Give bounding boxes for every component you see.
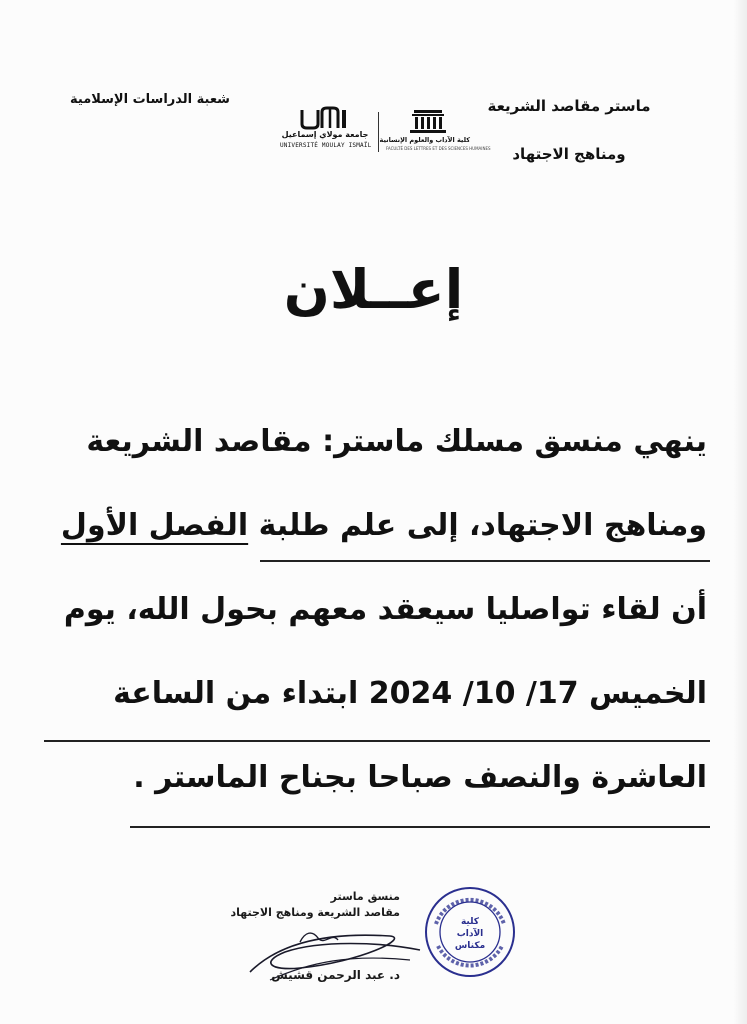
program-name-line-1: ماستر مقاصد الشريعة (487, 97, 651, 115)
underline-rule-3 (130, 826, 710, 828)
program-name-line-2: ومناهج الاجتهاد (512, 145, 626, 163)
university-logo (280, 106, 491, 158)
faculty-name-latin: FACULTÉ DES LETTRES ET DES SCIENCES HUMAINES (386, 146, 491, 151)
signature-block (230, 882, 540, 1002)
umi-logo (280, 106, 370, 158)
body-line-5: العاشرة والنصف صباحا بجناح الماستر . (133, 760, 707, 795)
stamp-line-3: مكناس (454, 941, 486, 951)
signatory-role: منسق ماستر (330, 890, 400, 903)
university-name-arabic: جامعة مولاي إسماعيل (281, 130, 369, 139)
underline-rule-2 (44, 740, 710, 742)
signatory-name: د. عبد الرحمن قشيش (271, 968, 400, 982)
underline-rule-1 (260, 560, 710, 562)
page-edge-shadow (733, 0, 747, 1024)
faculty-name-arabic: كلية الآداب والعلوم الإنسانية (379, 136, 470, 144)
body-line-4: الخميس 17/ 10/ 2024 ابتداء من الساعة (113, 676, 707, 711)
official-stamp-icon (422, 884, 518, 980)
faculty-logo (379, 106, 491, 158)
announcement-body (27, 410, 707, 830)
program-header (459, 82, 679, 178)
faculty-building-icon (386, 106, 470, 136)
stamp-line-2: الآداب (456, 929, 484, 939)
body-line-2-text: ومناهج الاجتهاد، إلى علم طلبة (248, 508, 707, 543)
logo-divider (378, 112, 379, 152)
university-name-latin: UNIVERSITÉ MOULAY ISMAÏL (280, 142, 372, 149)
signatory-program: مقاصد الشريعة ومناهج الاجتهاد (230, 906, 400, 919)
department-header: شعبة الدراسات الإسلامية (70, 92, 230, 107)
umi-logo-mark-icon (280, 106, 370, 130)
course-semester: الفصل الأول (60, 508, 249, 543)
body-line-1: ينهي منسق مسلك ماستر: مقاصد الشريعة (86, 424, 707, 459)
body-line-2 (27, 494, 707, 578)
stamp-line-1: كلية (460, 917, 480, 927)
announcement-title: إعــلان (283, 258, 464, 321)
body-line-3: أن لقاء تواصليا سيعقد معهم بحول الله، يوم (63, 592, 707, 627)
